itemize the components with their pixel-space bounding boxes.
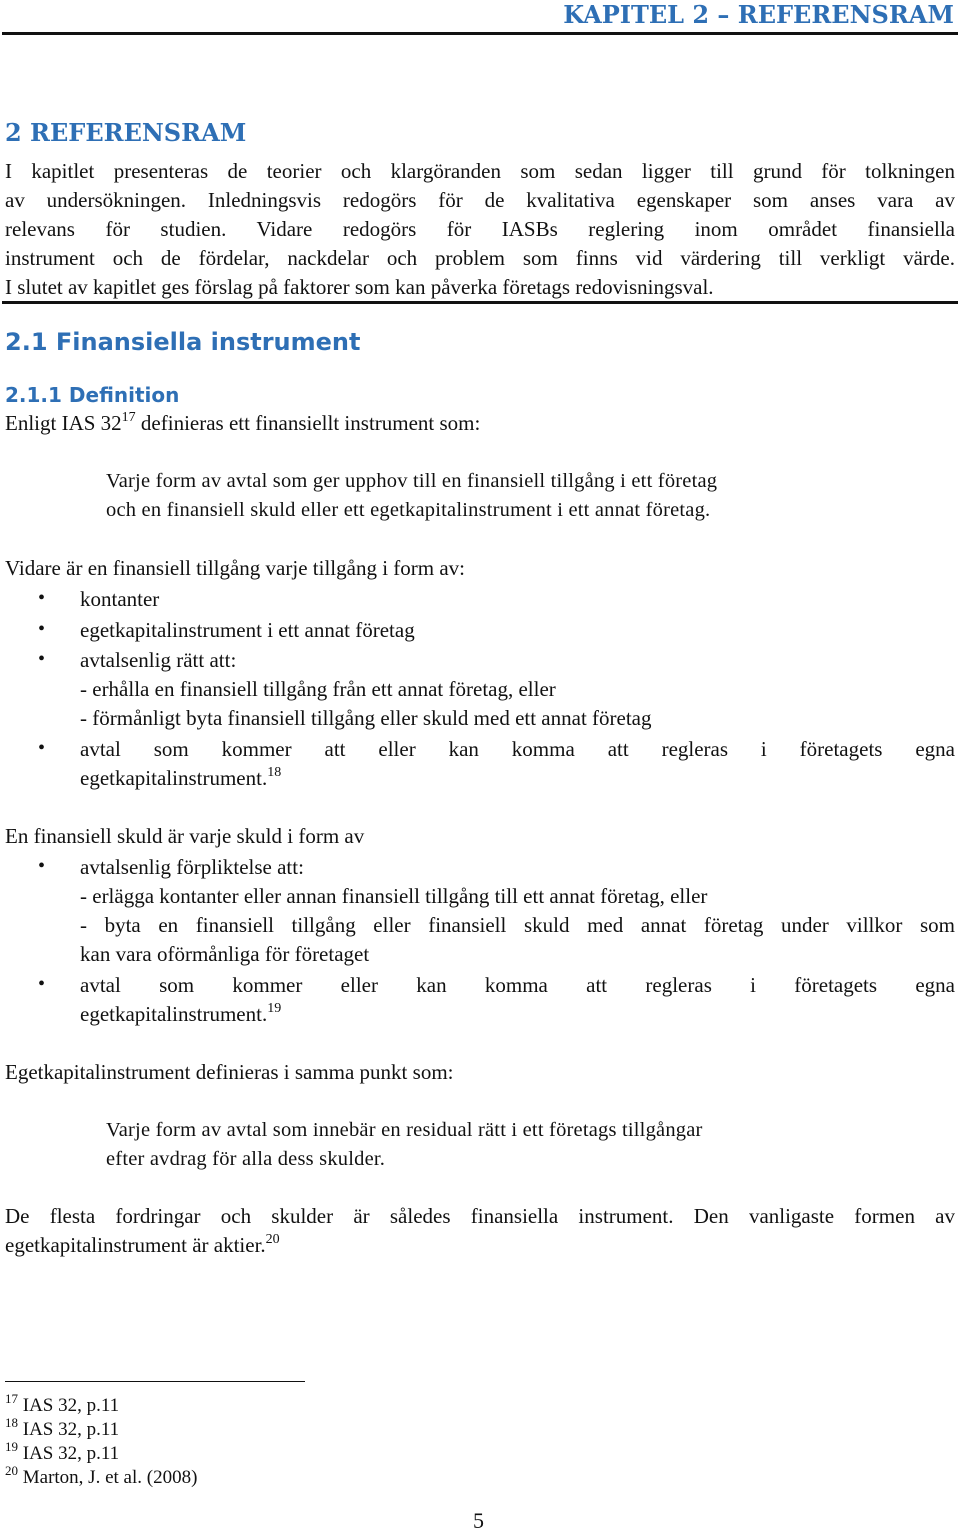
equity-quote-line-2: efter avdrag för alla dess skulder. bbox=[106, 1148, 386, 1170]
bullet-icon: • bbox=[38, 737, 46, 759]
footnote-separator bbox=[5, 1381, 305, 1382]
liability-sub-item-1: - erlägga kontanter eller annan finansiell tillgång till ett annat företag, eller bbox=[80, 884, 708, 908]
subsection-title: 2.1 Finansiella instrument bbox=[5, 328, 361, 356]
intro-line-4: instrument och de fördelar, nackdelar och problem som finns vid värdering till verkligt värde. bbox=[5, 246, 955, 270]
definition-quote-line-2: och en finansiell skuld eller ett egetkapitalinstrument i ett annat företag. bbox=[106, 499, 711, 521]
definition-quote-line-1: Varje form av avtal som ger upphov till en finansiell tillgång i ett företag bbox=[106, 470, 718, 492]
bullet-icon: • bbox=[38, 648, 46, 670]
liability-lead: En finansiell skuld är varje skuld i form av bbox=[5, 824, 365, 848]
footnote-ref-19: 19 bbox=[267, 1001, 282, 1016]
footnote-ref-18: 18 bbox=[267, 765, 282, 780]
liability-sub-item-3: kan vara oförmånliga för företaget bbox=[80, 942, 370, 966]
subsubsection-title: 2.1.1 Definition bbox=[5, 383, 180, 407]
bullet-icon: • bbox=[38, 855, 46, 877]
liability-item-2-line-2: egetkapitalinstrument.$^{19}$ bbox=[80, 1001, 282, 1026]
bullet-icon: • bbox=[38, 618, 46, 640]
section-title: 2 REFERENSRAM bbox=[5, 118, 247, 147]
footnote-20: $^{20}$ Marton, J. et al. (2008) bbox=[5, 1463, 198, 1488]
footnote-ref-17: 17 bbox=[121, 410, 136, 425]
intro-line-3: relevans för studien. Vidare redogörs för IASBs reglering inom området finansiella bbox=[5, 217, 955, 241]
asset-item-4-line-1: avtal som kommer att eller kan komma att regleras i företagets egna bbox=[80, 737, 955, 761]
chapter-header: KAPITEL 2 – REFERENSRAM bbox=[563, 0, 954, 29]
closing-line-2: egetkapitalinstrument är aktier.$^{20}$ bbox=[5, 1232, 280, 1257]
asset-item-2: egetkapitalinstrument i ett annat företag bbox=[80, 618, 415, 642]
intro-line-5: I slutet av kapitlet ges förslag på faktorer som kan påverka företags redovisningsval. bbox=[5, 275, 714, 299]
footnote-18: $^{18}$ IAS 32, p.11 bbox=[5, 1415, 120, 1440]
footnote-19: $^{19}$ IAS 32, p.11 bbox=[5, 1439, 120, 1464]
asset-item-4-line-2: egetkapitalinstrument.$^{18}$ bbox=[80, 765, 282, 790]
asset-sub-item-2: - förmånligt byta finansiell tillgång eller skuld med ett annat företag bbox=[80, 706, 652, 730]
section-rule bbox=[2, 301, 958, 304]
page-number: 5 bbox=[473, 1508, 484, 1533]
bullet-icon: • bbox=[38, 587, 46, 609]
intro-line-2: av undersökningen. Inledningsvis redogörs för de kvalitativa egenskaper som anses vara av bbox=[5, 188, 955, 212]
definition-lead: Enligt IAS $32^{17}$ definieras ett finansiellt instrument som: bbox=[5, 410, 481, 435]
liability-item-1: avtalsenlig förpliktelse att: bbox=[80, 855, 304, 879]
bullet-icon: • bbox=[38, 973, 46, 995]
footnote-17: $^{17}$ IAS 32, p.11 bbox=[5, 1391, 120, 1416]
asset-item-1: kontanter bbox=[80, 587, 160, 611]
equity-quote-line-1: Varje form av avtal som innebär en residual rätt i ett företags tillgångar bbox=[106, 1119, 703, 1141]
asset-lead: Vidare är en finansiell tillgång varje tillgång i form av: bbox=[5, 556, 466, 580]
asset-item-3: avtalsenlig rätt att: bbox=[80, 648, 237, 672]
header-rule bbox=[2, 32, 958, 35]
liability-sub-item-2: - byta en finansiell tillgång eller finansiell skuld med annat företag under villkor som bbox=[80, 913, 955, 937]
closing-line-1: De flesta fordringar och skulder är således finansiella instrument. Den vanligaste formen av bbox=[5, 1204, 955, 1228]
liability-item-2-line-1: avtal som kommer eller kan komma att regleras i företagets egna bbox=[80, 973, 955, 997]
footnote-ref-20: 20 bbox=[265, 1232, 280, 1247]
equity-lead: Egetkapitalinstrument definieras i samma punkt som: bbox=[5, 1060, 454, 1084]
asset-sub-item-1: - erhålla en finansiell tillgång från ett annat företag, eller bbox=[80, 677, 556, 701]
intro-line-1: I kapitlet presenteras de teorier och klargöranden som sedan ligger till grund för tolkningen bbox=[5, 159, 955, 183]
